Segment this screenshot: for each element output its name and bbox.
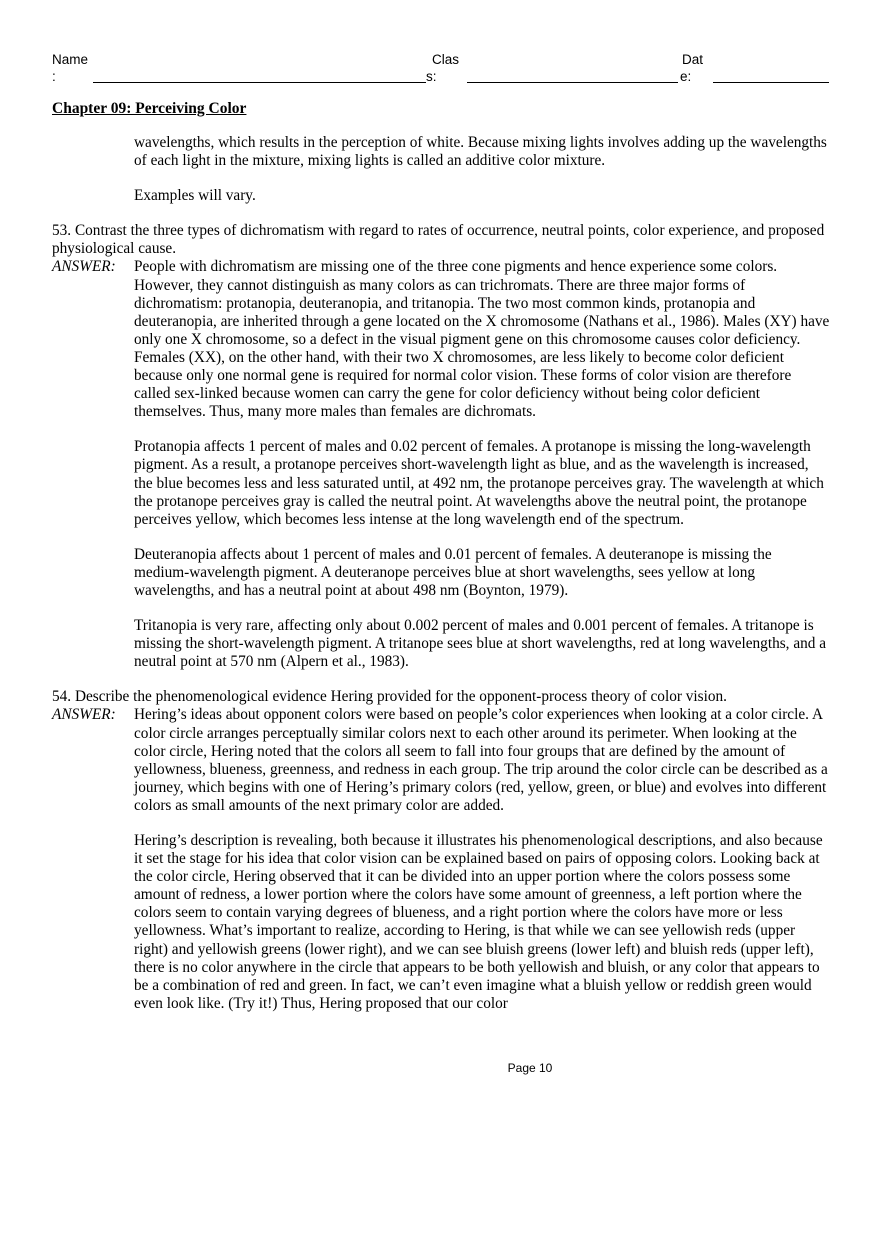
question-54: 54. Describe the phenomenological evidence Hering provided for the opponent-process theory of color vision.: [52, 688, 727, 706]
date-label-bottom: e:: [680, 69, 692, 84]
date-label-top: Dat: [682, 52, 704, 67]
page-number: Page 10: [507, 1061, 553, 1075]
date-underline[interactable]: [713, 82, 829, 83]
name-label-top: Name: [52, 52, 89, 67]
name-label-bottom: :: [52, 69, 56, 84]
answer-53: [52, 258, 830, 671]
class-underline[interactable]: [467, 82, 678, 83]
continuation-note: Examples will vary.: [134, 187, 256, 205]
question-53: 53. Contrast the three types of dichromatism with regard to rates of occurrence, neutral points, color experience, and proposed physiological cause.: [52, 222, 825, 258]
answer-label: ANSWER:: [52, 258, 116, 276]
class-label-top: Clas: [432, 52, 460, 67]
class-label-bottom: s:: [426, 69, 437, 84]
answer-54: [52, 706, 830, 1013]
name-underline[interactable]: [93, 82, 426, 83]
answer-label: ANSWER:: [52, 706, 116, 724]
answer-53-paragraph: Deuteranopia affects about 1 percent of males and 0.01 percent of females. A deuteranope is missing the medium-wavelength pigment. A deuteranope perceives blue at short wavelengths, sees yellow at long wavelengths, and has a neutral point at about 498 nm (Boynton, 1979).: [134, 545, 772, 599]
answer-54-paragraph: Hering’s ideas about opponent colors were based on people’s color experiences when looking at a color circle. A color circle arranges perceptually similar colors next to each other around its perimeter. When looking at the color circle, Hering noted that the colors all seem to fall into four groups that are defined by the amount of yellowness, blueness, greenness, and redness in each group. The trip around the color circle can be described as a journey, which begins with one of Hering’s primary colors (red, yellow, green, or blue) and evolves into different colors as small amounts of the next primary color are added.: [134, 706, 828, 814]
document-body: [52, 134, 830, 1013]
answer-54-paragraph: Hering’s description is revealing, both because it illustrates his phenomenological descriptions, and also because it set the stage for his idea that color vision can be explained based on pairs of opposing colors. Looking back at the color circle, Hering observed that it can be divided into an upper portion where the colors possess some amount of redness, a lower portion where the colors have some amount of greenness, a left portion where the colors seem to contain varying degrees of blueness, and a right portion where the colors have more or less yellowness. What’s important to realize, according to Hering, is that while we can see yellowish reds (upper right) and yellowish greens (lower right), and we can see bluish greens (lower left) and bluish reds (upper left), there is no color anywhere in the circle that appears to be both yellowish and bluish, or any color that appears to be a combination of red and green. In fact, we can’t even imagine what a bluish yellow or reddish green would even look like. (Try it!) Thus, Hering proposed that our color: [134, 832, 823, 1012]
chapter-title: Chapter 09: Perceiving Color: [52, 100, 247, 117]
continuation-paragraph: wavelengths, which results in the perception of white. Because mixing lights involves adding up the wavelengths of each light in the mixture, mixing lights is called an additive color mixture.: [134, 134, 827, 170]
answer-53-paragraph: Tritanopia is very rare, affecting only about 0.002 percent of males and 0.001 percent of females. A tritanope is missing the short-wavelength pigment. A tritanope sees blue at short wavelengths, red at long wavelengths, and a neutral point at 570 nm (Alpern et al., 1983).: [134, 617, 827, 671]
answer-53-paragraph: Protanopia affects 1 percent of males and 0.02 percent of females. A protanope is missing the long-wavelength pigment. As a result, a protanope perceives short-wavelength light as blue, and as the wavelength is increased, the blue becomes less and less saturated until, at 492 nm, the protanope perceives gray. The wavelength at which the protanope perceives gray is called the neutral point. At wavelengths above the neutral point, the protanope perceives yellow, which becomes less intense at the long wavelength end of the spectrum.: [134, 438, 824, 528]
answer-53-paragraph: People with dichromatism are missing one of the three cone pigments and hence experience some colors. However, they cannot distinguish as many colors as can trichromats. There are three major forms of dichromatism: protanopia, deuteranopia, and tritanopia. The two most common kinds, protanopia and deuteranopia, are inherited through a gene located on the X chromosome (Nathans et al., 1986). Males (XY) have only one X chromosome, so a defect in the visual pigment gene on this chromosome causes color deficiency. Females (XX), on the other hand, with their two X chromosomes, are less likely to become color deficient because only one normal gene is required for normal color vision. These forms of color vision are therefore called sex-linked because women can carry the gene for color deficiency without being color deficient themselves. Thus, many more males than females are dichromats.: [134, 258, 830, 421]
